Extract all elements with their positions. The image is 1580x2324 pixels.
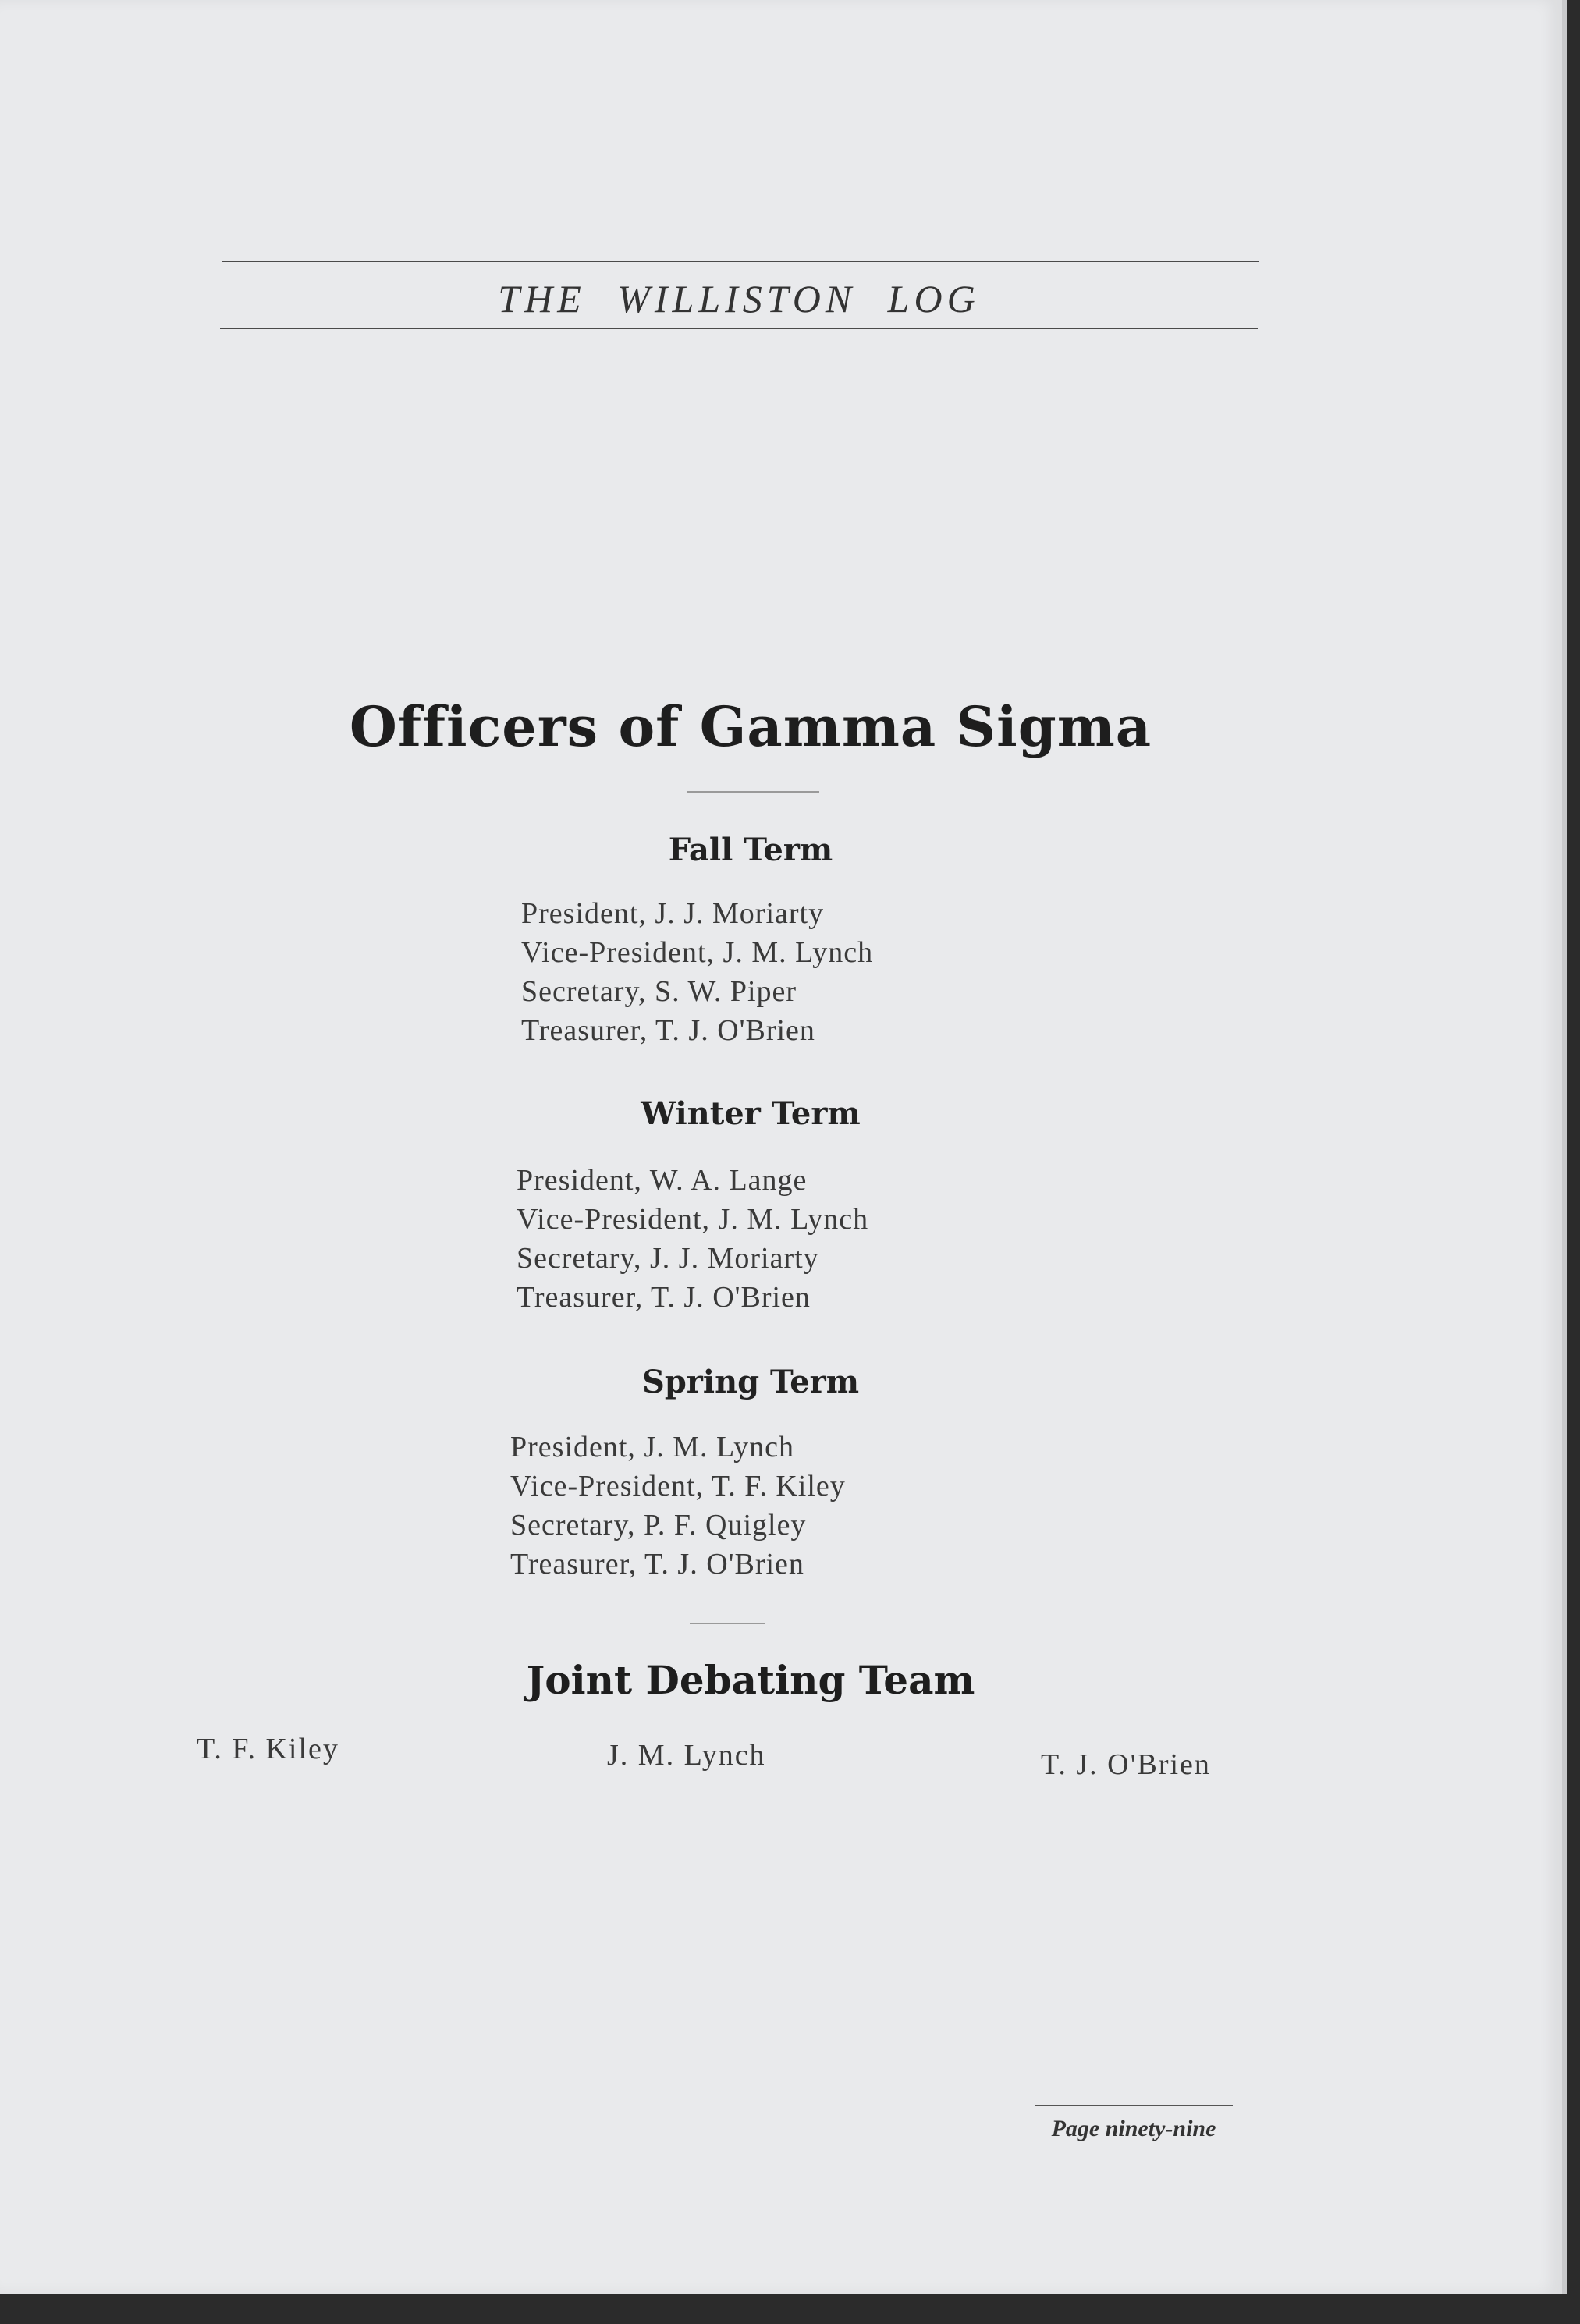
page-number: Page ninety-nine <box>1051 2116 1216 2141</box>
header-rule-top <box>222 261 1259 262</box>
page-number-rule <box>1035 2105 1233 2106</box>
fall-term-heading: Fall Term <box>668 832 833 868</box>
officer-entry: Treasurer, T. J. O'Brien <box>510 1548 804 1581</box>
officer-entry: President, W. A. Lange <box>517 1164 808 1197</box>
officer-entry: Treasurer, T. J. O'Brien <box>517 1281 811 1314</box>
team-member: J. M. Lynch <box>607 1739 766 1772</box>
winter-term-heading: Winter Term <box>641 1095 861 1132</box>
officer-entry: Vice-President, J. M. Lynch <box>521 936 874 969</box>
team-member: T. F. Kiley <box>197 1733 339 1765</box>
spring-term-heading: Spring Term <box>641 1364 860 1400</box>
team-member: T. J. O'Brien <box>1041 1748 1211 1781</box>
spring-term-officers <box>510 1428 846 1584</box>
officer-entry: President, J. M. Lynch <box>510 1431 794 1464</box>
officer-entry: Vice-President, J. M. Lynch <box>517 1203 869 1236</box>
page-title: Officers of Gamma Sigma <box>349 694 1152 759</box>
officer-entry: Secretary, J. J. Moriarty <box>517 1242 819 1275</box>
officer-entry: Vice-President, T. F. Kiley <box>510 1470 846 1503</box>
debating-team-heading: Joint Debating Team <box>526 1657 975 1703</box>
officer-entry: Secretary, P. F. Quigley <box>510 1509 807 1542</box>
officer-entry: Treasurer, T. J. O'Brien <box>521 1014 815 1047</box>
winter-term-officers <box>517 1161 868 1317</box>
header-rule-bottom <box>220 328 1258 329</box>
section-divider <box>690 1623 765 1624</box>
running-head: THE WILLISTON LOG <box>498 277 980 321</box>
fall-term-officers <box>521 894 873 1050</box>
title-divider <box>687 791 819 793</box>
officer-entry: President, J. J. Moriarty <box>521 897 825 930</box>
officer-entry: Secretary, S. W. Piper <box>521 975 797 1008</box>
